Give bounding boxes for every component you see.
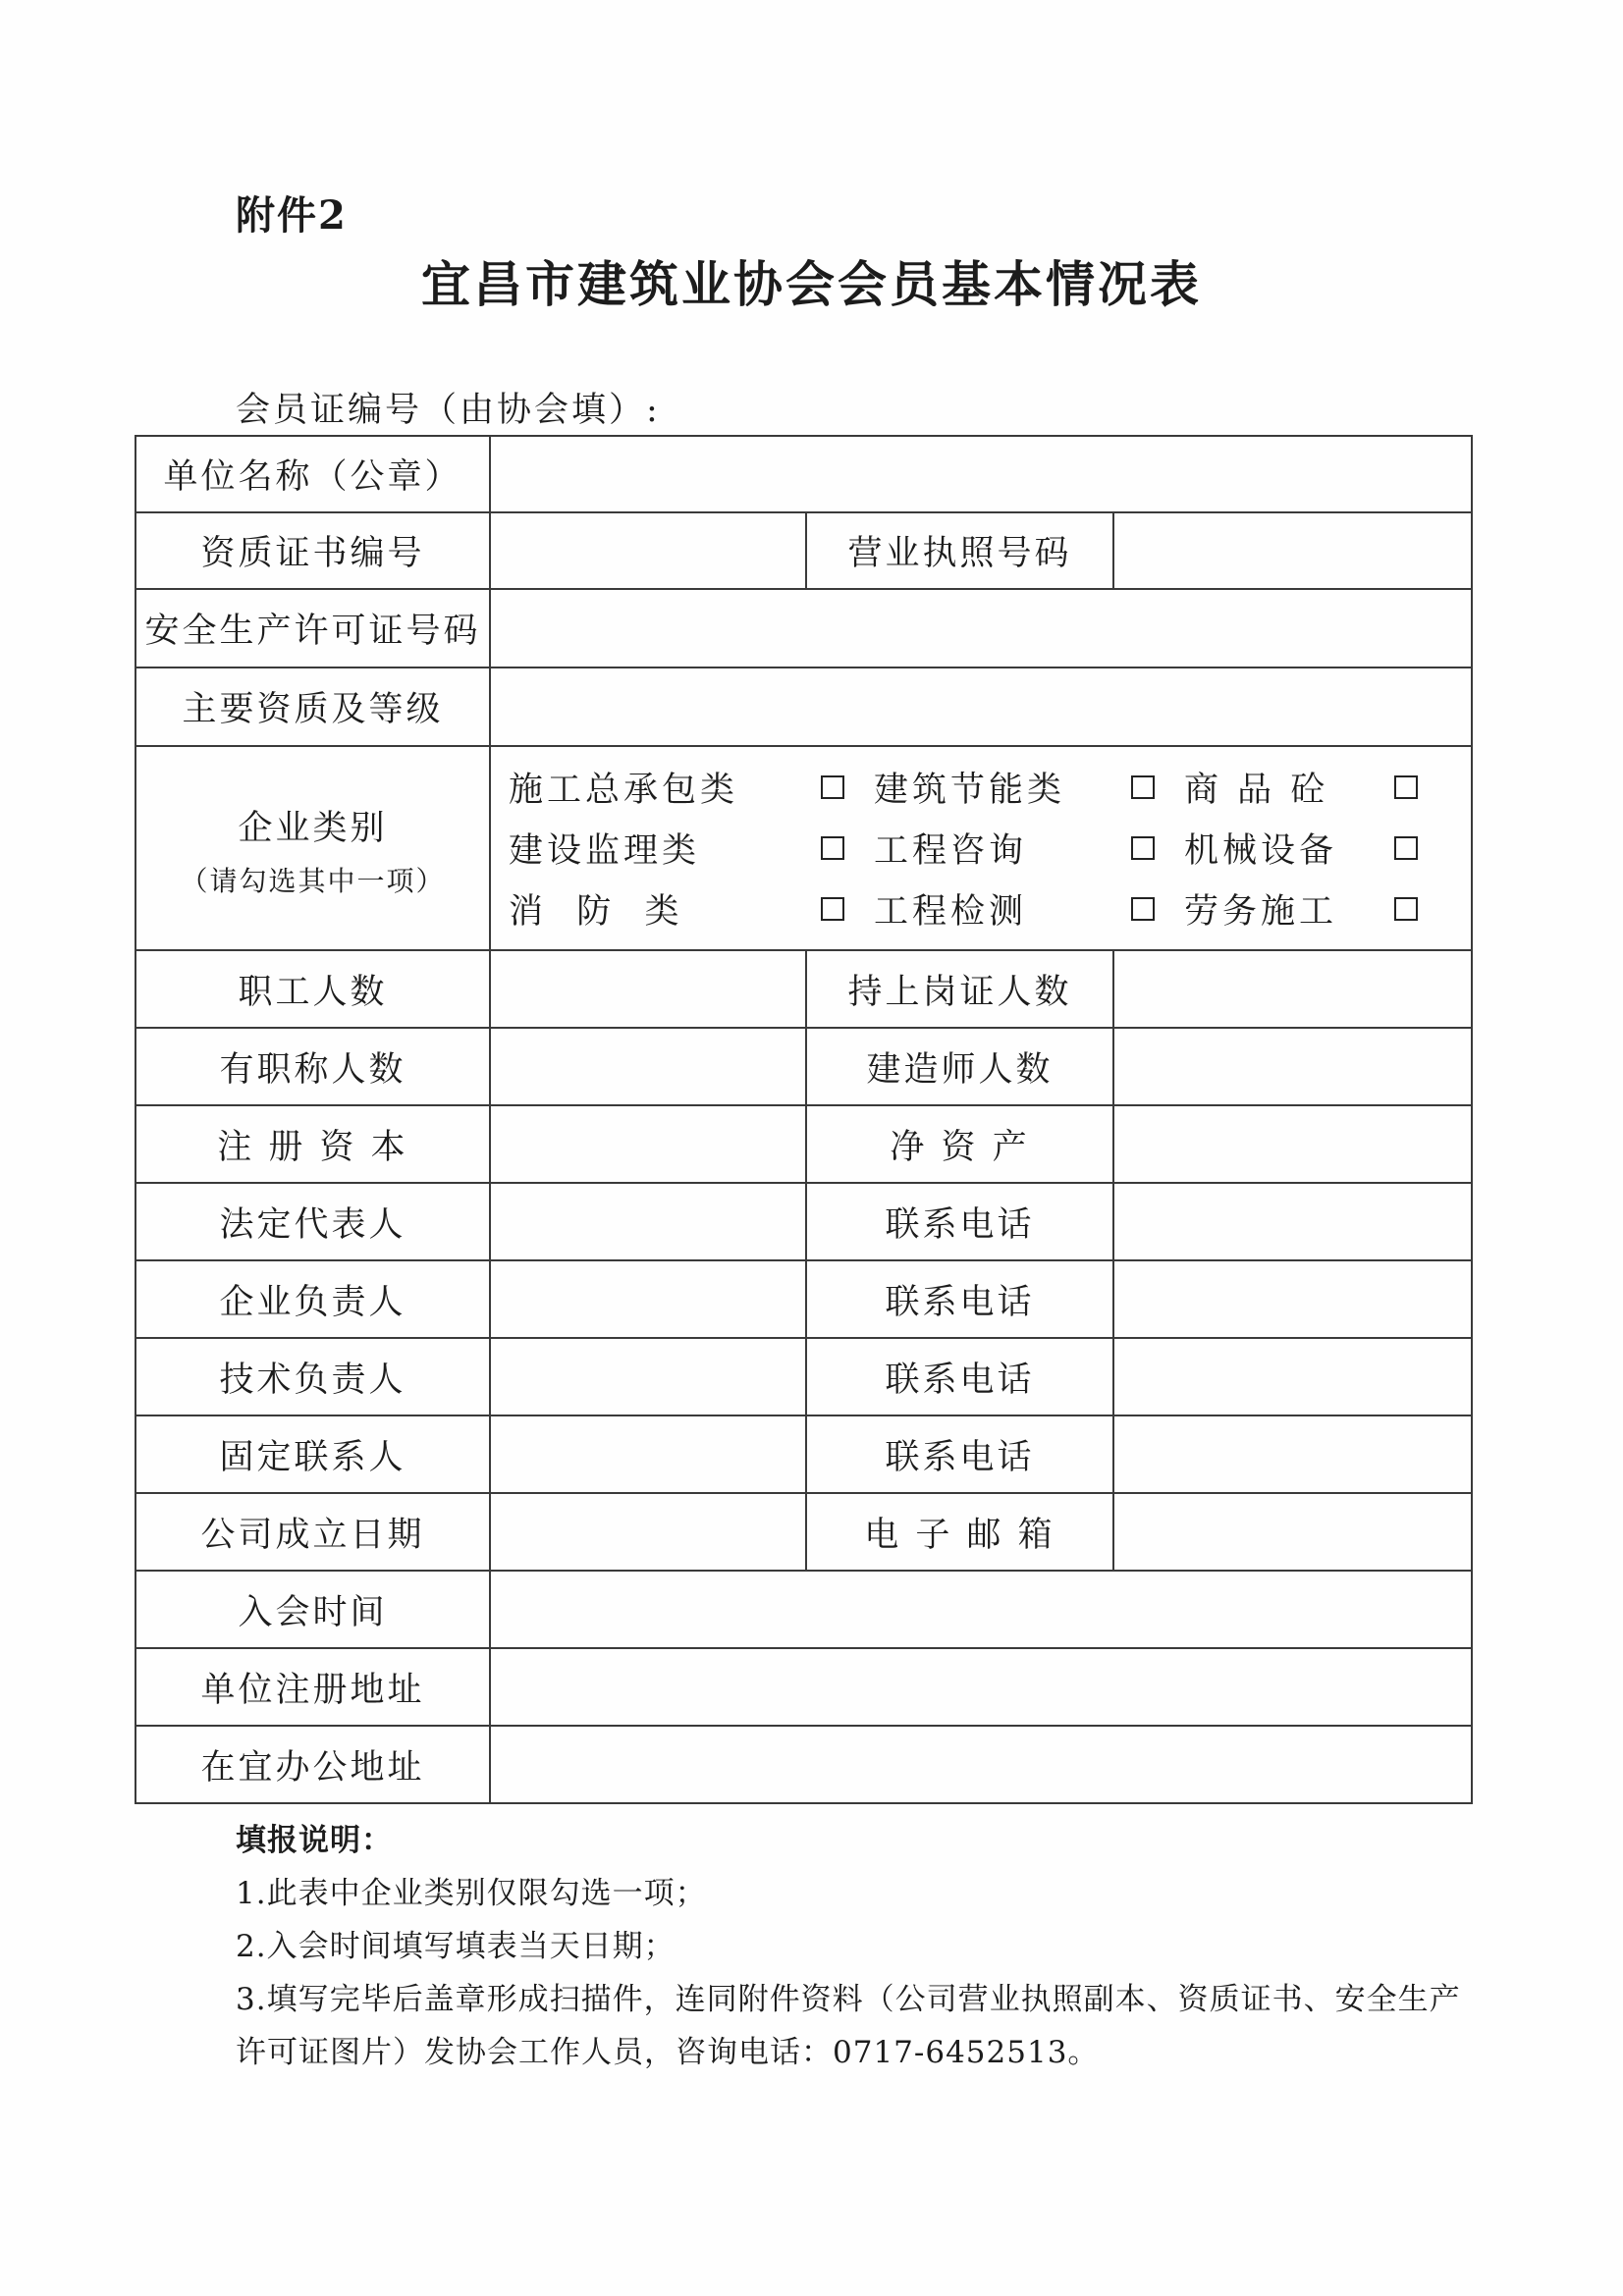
checkbox[interactable] <box>1394 775 1418 799</box>
unit-name-field[interactable] <box>490 436 1472 512</box>
category-options <box>490 746 1472 950</box>
category-option[interactable]: 商 品 砼 <box>1184 763 1447 812</box>
staff-count-label: 职工人数 <box>135 950 490 1028</box>
checkbox[interactable] <box>1394 836 1418 860</box>
email-field[interactable] <box>1113 1493 1472 1571</box>
checkbox[interactable] <box>821 836 844 860</box>
office-address-label: 在宜办公地址 <box>135 1726 490 1803</box>
office-address-field[interactable] <box>490 1726 1472 1803</box>
biz-license-no-field[interactable] <box>1113 512 1472 589</box>
category-label: 企业类别 <box>238 809 388 848</box>
category-option[interactable]: 工程检测 <box>874 884 1184 934</box>
reg-address-label: 单位注册地址 <box>135 1648 490 1726</box>
fixed-contact-field[interactable] <box>490 1415 806 1493</box>
instruction-item: 3.填写完毕后盖章形成扫描件，连同附件资料（公司营业执照副本、资质证书、安全生产许可证图片）发协会工作人员，咨询电话：0717-6452513。 <box>236 1982 1461 2070</box>
category-label-cell <box>135 746 490 950</box>
instruction-item: 2.入会时间填写填表当天日期； <box>236 1929 676 1964</box>
contact-phone-field[interactable] <box>1113 1260 1472 1338</box>
checkbox[interactable] <box>821 897 844 921</box>
staff-count-field[interactable] <box>490 950 806 1028</box>
cert-holders-label: 持上岗证人数 <box>806 950 1113 1028</box>
builders-label: 建造师人数 <box>806 1028 1113 1105</box>
cert-holders-field[interactable] <box>1113 950 1472 1028</box>
contact-phone-label: 联系电话 <box>806 1338 1113 1415</box>
checkbox[interactable] <box>1131 897 1155 921</box>
enterprise-head-field[interactable] <box>490 1260 806 1338</box>
biz-license-no-label: 营业执照号码 <box>806 512 1113 589</box>
safety-permit-no-label: 安全生产许可证号码 <box>135 589 490 667</box>
titled-staff-label: 有职称人数 <box>135 1028 490 1105</box>
category-option[interactable]: 工程咨询 <box>874 824 1184 873</box>
category-option[interactable]: 建筑节能类 <box>874 763 1184 812</box>
tech-head-field[interactable] <box>490 1338 806 1415</box>
contact-phone-label: 联系电话 <box>806 1183 1113 1260</box>
qual-cert-no-label: 资质证书编号 <box>135 512 490 589</box>
contact-phone-field[interactable] <box>1113 1415 1472 1493</box>
reg-capital-field[interactable] <box>490 1105 806 1183</box>
found-date-label: 公司成立日期 <box>135 1493 490 1571</box>
found-date-field[interactable] <box>490 1493 806 1571</box>
member-number-label: 会员证编号（由协会填）: <box>236 391 661 430</box>
main-qual-field[interactable] <box>490 667 1472 746</box>
contact-phone-field[interactable] <box>1113 1338 1472 1415</box>
checkbox[interactable] <box>1394 897 1418 921</box>
qual-cert-no-field[interactable] <box>490 512 806 589</box>
unit-name-label: 单位名称（公章） <box>135 436 490 512</box>
tech-head-label: 技术负责人 <box>135 1338 490 1415</box>
titled-staff-field[interactable] <box>490 1028 806 1105</box>
legal-rep-field[interactable] <box>490 1183 806 1260</box>
category-option[interactable]: 施工总承包类 <box>509 763 874 812</box>
reg-capital-label: 注 册 资 本 <box>135 1105 490 1183</box>
join-time-field[interactable] <box>490 1571 1472 1648</box>
category-hint: （请勾选其中一项） <box>180 865 446 897</box>
checkbox[interactable] <box>821 775 844 799</box>
attachment-label: 附件2 <box>236 192 348 239</box>
enterprise-head-label: 企业负责人 <box>135 1260 490 1338</box>
join-time-label: 入会时间 <box>135 1571 490 1648</box>
email-label: 电 子 邮 箱 <box>806 1493 1113 1571</box>
category-option[interactable]: 劳务施工 <box>1184 884 1447 934</box>
checkbox[interactable] <box>1131 775 1155 799</box>
reg-address-field[interactable] <box>490 1648 1472 1726</box>
category-option[interactable]: 建设监理类 <box>509 824 874 873</box>
filling-instructions <box>236 1814 1463 2079</box>
member-info-form <box>135 435 1473 1804</box>
builders-field[interactable] <box>1113 1028 1472 1105</box>
legal-rep-label: 法定代表人 <box>135 1183 490 1260</box>
page-title: 宜昌市建筑业协会会员基本情况表 <box>421 255 1202 313</box>
net-assets-label: 净 资 产 <box>806 1105 1113 1183</box>
checkbox[interactable] <box>1131 836 1155 860</box>
net-assets-field[interactable] <box>1113 1105 1472 1183</box>
instructions-title: 填报说明： <box>236 1823 393 1858</box>
category-option[interactable]: 机械设备 <box>1184 824 1447 873</box>
contact-phone-label: 联系电话 <box>806 1415 1113 1493</box>
main-qual-label: 主要资质及等级 <box>135 667 490 746</box>
contact-phone-field[interactable] <box>1113 1183 1472 1260</box>
category-option[interactable]: 消 防 类 <box>509 884 874 934</box>
instruction-item: 1.此表中企业类别仅限勾选一项； <box>236 1876 707 1911</box>
safety-permit-no-field[interactable] <box>490 589 1472 667</box>
contact-phone-label: 联系电话 <box>806 1260 1113 1338</box>
fixed-contact-label: 固定联系人 <box>135 1415 490 1493</box>
